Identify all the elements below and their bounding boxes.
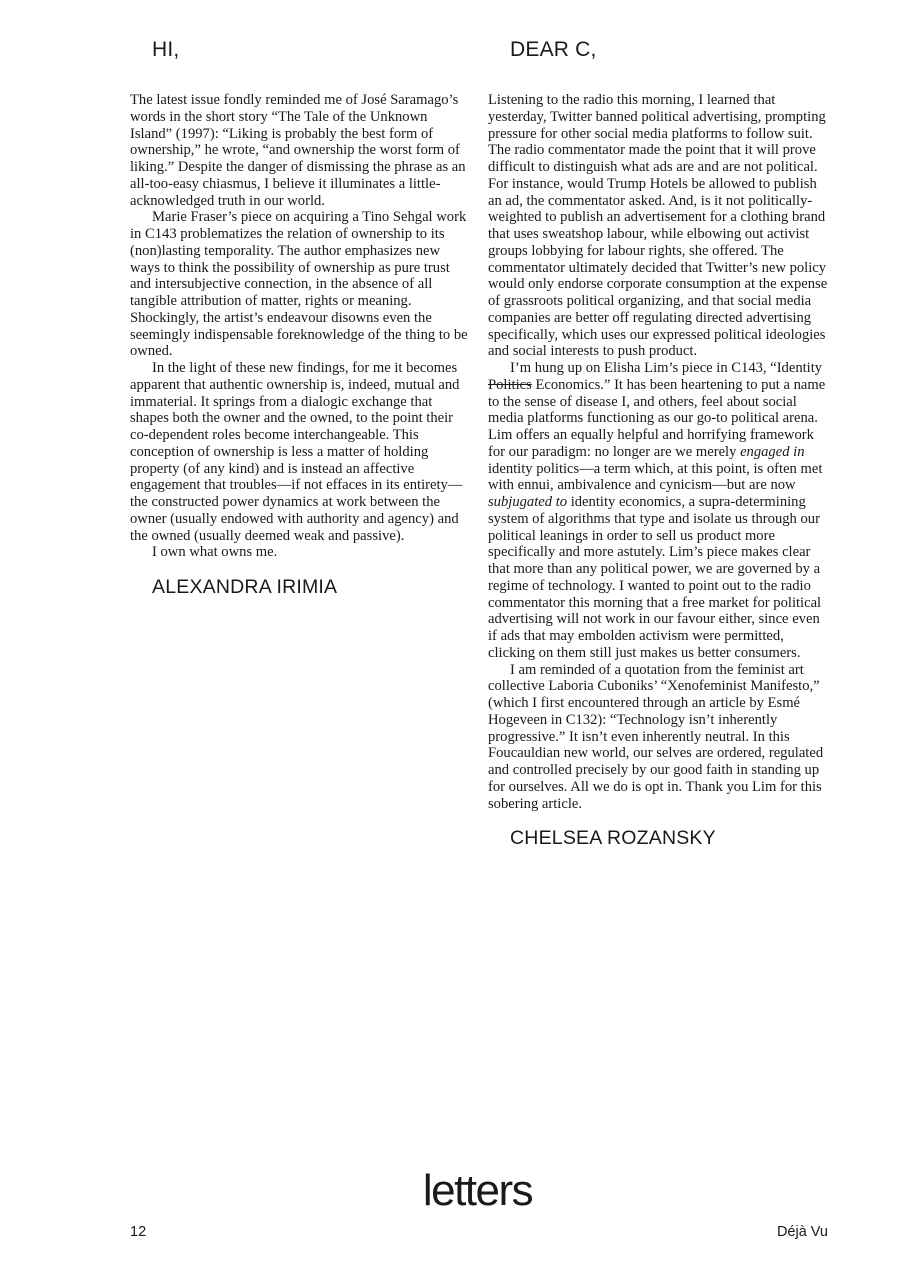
text-run: I’m hung up on Elisha Lim’s piece in C143, “Identity	[510, 360, 823, 376]
letter-paragraph: Listening to the radio this morning, I learned that yesterday, Twitter banned political advertising, prompting pressure for other social media platforms to follow suit. The radio commentator made the point that it will prove difficult to distinguish what ads are and are not political. For instance, would Trump Hotels be allowed to publish an ad, the commentator asked. And, is it not politically-weighted to publish an advertisement for a clothing brand that uses sweatshop labour, while elbowing out activist groups lobbying for labour rights, she offered. The commentator ultimately decided that Twitter’s new policy would only endorse corporate consumption at the expense of grassroots political organizing, and that social media companies are better off regulating directed advertising specifically, which uses our expressed political ideologies and social interests to push product.	[488, 92, 828, 360]
letter-paragraph: I own what owns me.	[152, 544, 278, 561]
salutation-right: DEAR C,	[510, 38, 597, 61]
letter-paragraph: I am reminded of a quotation from the feminist art collective Laboria Cuboniks’ “Xenofeminist Manifesto,” (which I first encountered through an article by Esmé Hogeveen in C132): “Technology isn’t inherently progressive.” It isn’t even inherently neutral. In this Foucauldian new world, our selves are ordered, regulated and controlled precisely by our good faith in standing up for ourselves. All we do is opt in. Thank you Lim for this sobering article.	[488, 661, 824, 812]
text-run: identity politics—a term which, at this point, is often met with ennui, ambivalence and cynicism—but are now	[488, 460, 823, 494]
letter-paragraph: Marie Fraser’s piece on acquiring a Tino Sehgal work in C143 problematizes the relation of ownership to its (non)lasting temporality. The author emphasizes new ways to think the possibility of ownership as pure trust and intersubjective connection, in the absence of all tangible attribution of matter, rights or meaning. Shockingly, the artist’s endeavour disowns even the seemingly indispensable foreknowledge of the thing to be owned.	[130, 209, 468, 360]
issue-name: Déjà Vu	[776, 1224, 828, 1240]
letter-right	[488, 92, 830, 850]
struck-word: Politics	[488, 376, 532, 393]
signature-chelsea-rozansky: CHELSEA ROZANSKY	[510, 827, 716, 850]
salutation-left: HI,	[152, 38, 180, 61]
signature-alexandra-irimia: ALEXANDRA IRIMIA	[152, 576, 338, 598]
text-run: Economics.” It has been heartening to put a name to the sense of disease I, and others, feel about social media platforms functioning as our go-to political arena. Lim offers an equally helpful and horrifying framework for our paradigm: no longer are we merely	[488, 376, 826, 460]
text-run: identity economics, a supra-determining system of algorithms that type and isolate us through our political leanings in order to sell us product more specifically and more astutely. Lim’s piece makes clear that more than any political power, we are governed by a regime of technology. I wanted to point out to the radio commentator this morning that a free market for political advertising will not work in our favour either, since even if ads that may embolden activism were permitted, clicking on them still just makes us better consumers.	[488, 494, 822, 661]
letter-paragraph: In the light of these new findings, for me it becomes apparent that authentic ownership is, indeed, mutual and immaterial. It springs from a dialogic exchange that shapes both the owner and the owned, to the point their co-dependent roles become interchangeable. This conception of ownership is less a matter of holding property (of any kind) and is instead an affective engagement that troubles—if not effaces in its entirety—the constructed power dynamics at work between the owner (usually endowed with authority and agency) and the owned (usually deemed weak and passive).	[130, 360, 463, 544]
emphasis: subjugated to	[488, 494, 568, 510]
page-number: 12	[130, 1224, 147, 1240]
emphasis: engaged in	[740, 443, 805, 460]
letter-left	[130, 92, 470, 596]
letter-paragraph: The latest issue fondly reminded me of José Saramago’s words in the short story “The Tale of the Unknown Island” (1997): “Liking is probably the best form of ownership,” he wrote, “and ownership the worst form of liking.” Despite the danger of dismissing the phrase as an all-too-easy chiasmus, I believe it illuminates a little-acknowledged truth in our world.	[130, 92, 466, 209]
letter-paragraph	[488, 360, 830, 662]
section-title: letters	[422, 1166, 533, 1215]
